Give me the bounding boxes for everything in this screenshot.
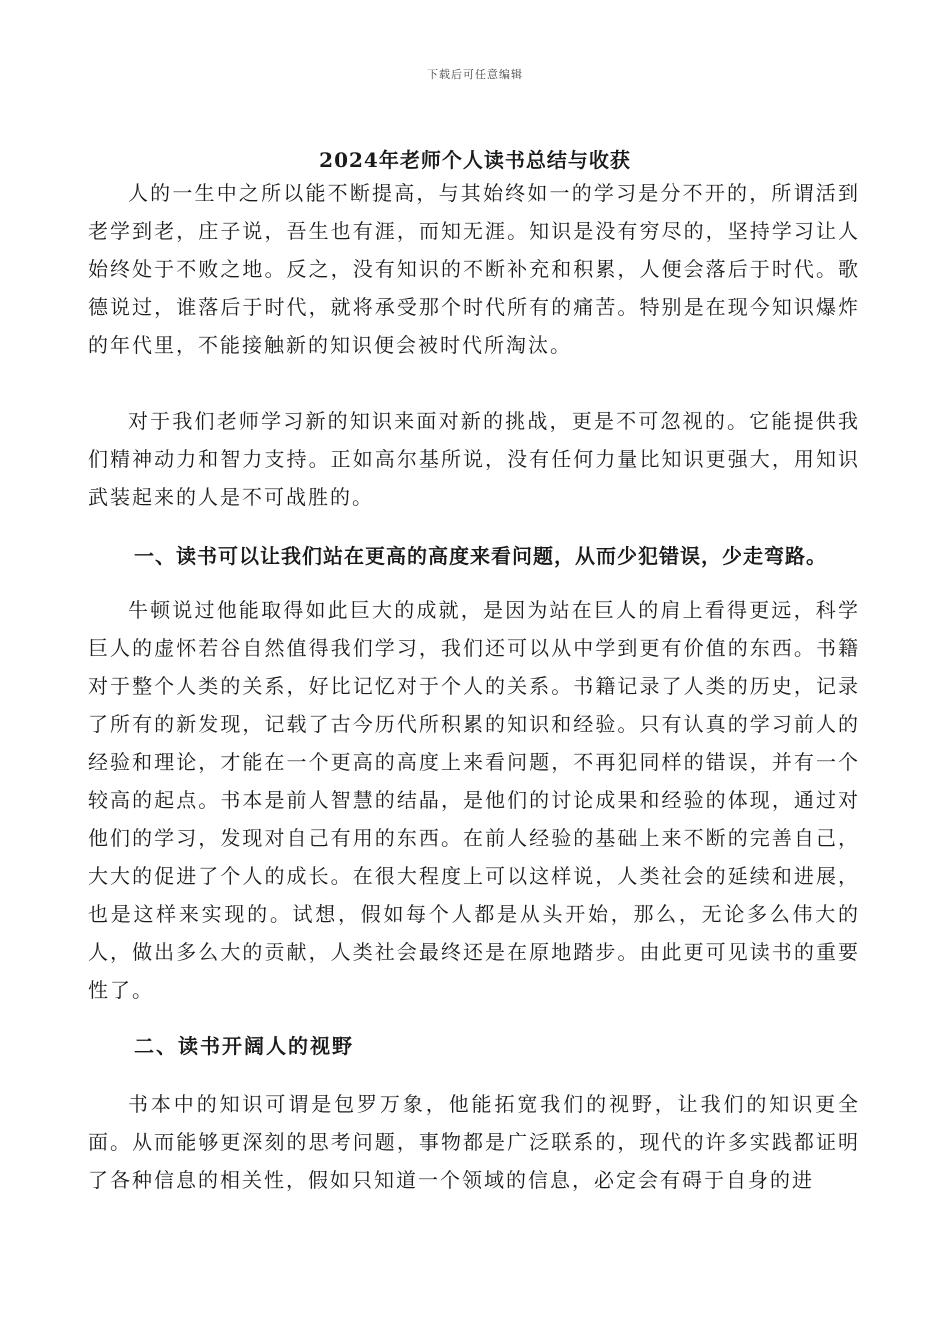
section-1-body <box>88 591 860 1009</box>
header-note: 下载后可任意编辑 <box>427 68 523 81</box>
section-2-heading: 二、读书开阔人的视野 <box>134 1034 354 1058</box>
section-1-heading-block <box>88 537 888 575</box>
section-1-paragraph: 牛顿说过他能取得如此巨大的成就，是因为站在巨人的肩上看得更远，科学巨人的虚怀若谷自然值得我们学习，我们还可以从中学到更有价值的东西。书籍对于整个人类的关系，好比记忆对于个人的关系。书籍记录了人类的历史，记录了所有的新发现，记载了古今历代所积累的知识和经验。只有认真的学习前人的经验和理论，才能在一个更高的高度上来看问题，不再犯同样的错误，并有一个较高的起点。书本是前人智慧的结晶，是他们的讨论成果和经验的体现，通过对他们的学习，发现对自己有用的东西。在前人经验的基础上来不断的完善自己，大大的促进了个人的成长。在很大程度上可以这样说，人类社会的延续和进展，也是这样来实现的。试想，假如每个人都是从头开始，那么，无论多么伟大的人，做出多么大的贡献，人类社会最终还是在原地踏步。由此更可见读书的重要性了。 <box>88 598 860 1002</box>
paragraph-2: 对于我们老师学习新的知识来面对新的挑战，更是不可忽视的。它能提供我们精神动力和智力支持。正如高尔基所说，没有任何力量比知识更强大，用知识武装起来的人是不可战胜的。 <box>88 409 860 509</box>
paragraph-1: 人的一生中之所以能不断提高，与其始终如一的学习是分不开的，所谓活到老学到老，庄子说，吾生也有涯，而知无涯。知识是没有穷尽的，坚持学习让人始终处于不败之地。反之，没有知识的不断补充和积累，人便会落后于时代。歌德说过，谁落后于时代，就将承受那个时代所有的痛苦。特别是在现今知识爆炸的年代里，不能接触新的知识便会被时代所淘汰。 <box>88 181 860 357</box>
section-2-heading-block <box>88 1027 860 1065</box>
document-title: 2024年老师个人读书总结与收获 <box>319 148 631 172</box>
section-1-heading: 一、读书可以让我们站在更高的高度来看问题，从而少犯错误，少走弯路。 <box>134 544 827 568</box>
intro-block-2 <box>88 402 860 516</box>
intro-block <box>88 174 860 364</box>
section-2-paragraph: 书本中的知识可谓是包罗万象，他能拓宽我们的视野，让我们的知识更全面。从而能够更深刻的思考问题，事物都是广泛联系的，现代的许多实践都证明了各种信息的相关性，假如只知道一个领域的信息，必定会有碍于自身的进 <box>88 1092 860 1192</box>
section-2-body <box>88 1085 860 1199</box>
